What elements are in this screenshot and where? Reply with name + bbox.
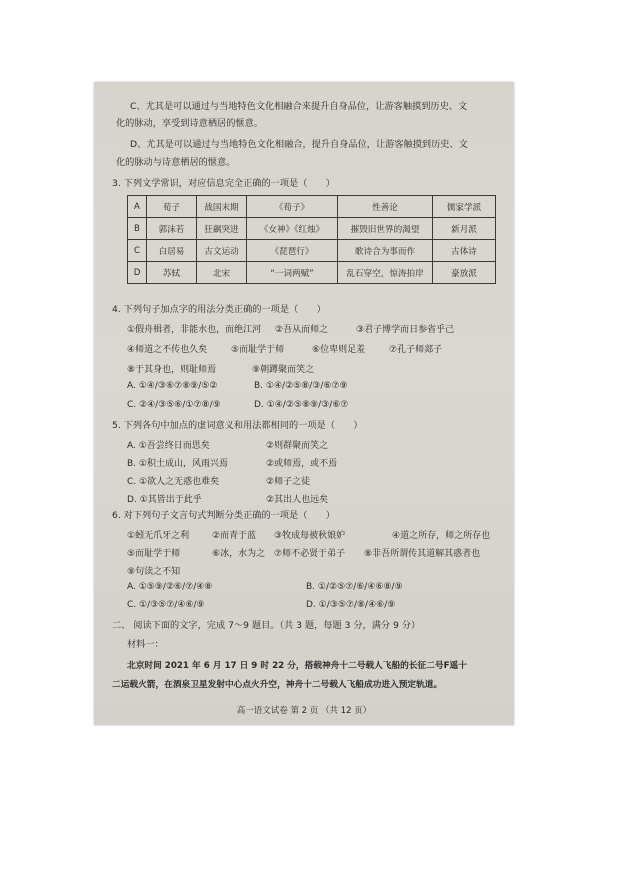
q5-pair-b-1: B. ①积土成山，风雨兴焉 xyxy=(127,459,228,469)
q6-option-a: A. ①⑤⑨/②⑥/⑦/④⑧ xyxy=(127,582,213,592)
q4-item: ⑨朝蹲聚而笑之 xyxy=(252,365,315,375)
option-d-line-2: 化的脉动与诗意栖居的惬意。 xyxy=(116,157,236,168)
q5-pair-d-1: D. ①其皆出于此乎 xyxy=(127,495,202,505)
literature-table xyxy=(127,195,496,284)
table-cell: 《琵琶行》 xyxy=(247,240,338,262)
material-para-1: 北京时间 2021 年 6 月 17 日 9 时 22 分，搭载神舟十二号载人飞船的长征二号F遥十 xyxy=(127,661,467,671)
table-cell: 摧毁旧世界的渴望 xyxy=(338,218,433,240)
row-letter: B xyxy=(128,218,147,240)
table-cell: 豪放派 xyxy=(433,262,496,284)
q3-stem: 3. 下列文学常识，对应信息完全正确的一项是（ ） xyxy=(112,178,335,189)
row-letter: A xyxy=(128,196,147,218)
q4-item: ②吾从而师之 xyxy=(275,325,329,335)
q6-item: ⑤而耻学于师 xyxy=(127,549,181,559)
q6-option-d: D. ①/③⑤⑦/⑧/④⑥/⑨ xyxy=(306,600,396,610)
q5-pair-c-1: C. ①欲人之无惑也难矣 xyxy=(127,477,220,487)
table-cell: 歌诗合为事而作 xyxy=(338,240,433,262)
table-cell: “一词两赋” xyxy=(247,262,338,284)
q5-stem: 5. 下列各句中加点的虚词意义和用法都相同的一项是（ ） xyxy=(112,420,363,431)
q4-item: ⑤而耻学于师 xyxy=(231,345,285,355)
q6-item: ⑥冰，水为之 xyxy=(212,549,266,559)
q5-pair-a-2: ②则群聚而笑之 xyxy=(266,441,329,451)
table-row xyxy=(128,240,496,262)
material-para-2: 二运载火箭，在酒泉卫星发射中心点火升空，神舟十二号载人飞船成功进入预定轨道。 xyxy=(112,680,443,690)
q4-item: ④师道之不传也久矣 xyxy=(127,345,208,355)
table-cell: 性善论 xyxy=(338,196,433,218)
row-letter: D xyxy=(128,262,147,284)
q4-option-a: A. ①④/③⑥⑦⑧⑨/⑤② xyxy=(127,381,218,391)
q6-item: ③牧成每被秋娘妒 xyxy=(274,531,346,541)
table-cell: 新月派 xyxy=(433,218,496,240)
q6-item: ②而青于蓝 xyxy=(212,531,257,541)
q4-item: ⑧于其身也，则耻师焉 xyxy=(127,365,217,375)
table-cell: 古体诗 xyxy=(433,240,496,262)
q5-pair-d-2: ②其出人也远矣 xyxy=(266,495,329,505)
material-label: 材料一： xyxy=(127,639,164,650)
q6-stem: 6. 对下列句子文言句式判断分类正确的一项是（ ） xyxy=(112,510,335,521)
q6-item: ⑦师不必贤于弟子 xyxy=(274,549,346,559)
q4-item: ⑦孔子师郯子 xyxy=(389,345,443,355)
q5-pair-c-2: ②师子之徒 xyxy=(266,477,311,487)
table-row xyxy=(128,262,496,284)
table-cell: 苏轼 xyxy=(147,262,197,284)
q5-pair-a-1: A. ①吾尝终日而思矣 xyxy=(127,441,210,451)
table-cell: 北宋 xyxy=(197,262,247,284)
row-letter: C xyxy=(128,240,147,262)
q6-option-c: C. ①/③⑤⑦/④⑥/⑨ xyxy=(127,600,205,610)
table-cell: 儒家学派 xyxy=(433,196,496,218)
q6-item: ⑧非吾所谓传其道解其惑者也 xyxy=(364,549,481,559)
table-cell: 郭沫若 xyxy=(147,218,197,240)
table-row xyxy=(128,218,496,240)
table-cell: 古文运动 xyxy=(197,240,247,262)
exam-page xyxy=(94,82,514,725)
q5-pair-b-2: ②或师焉，或不焉 xyxy=(266,459,338,469)
q6-option-b: B. ①/②⑤⑦/⑥/④⑥⑧/⑨ xyxy=(306,582,403,592)
q4-item: ①假舟楫者，非能水也，而绝江河 xyxy=(127,325,262,335)
table-cell: 战国末期 xyxy=(197,196,247,218)
q4-option-c: C. ②④/③⑤⑥/①⑦⑧/⑨ xyxy=(127,400,221,410)
option-c-line-2: 化的脉动，享受到诗意栖居的惬意。 xyxy=(116,118,263,129)
q4-item: ⑥位卑则足羞 xyxy=(312,345,366,355)
table-cell: 狂飙突进 xyxy=(197,218,247,240)
page-footer: 高一语文试卷 第 2 页 （共 12 页） xyxy=(236,706,372,716)
q4-item: ③君子博学而日参省乎己 xyxy=(356,325,455,335)
table-cell: 白居易 xyxy=(147,240,197,262)
q4-option-b: B. ①④/②⑤⑧/③/⑥⑦⑨ xyxy=(254,381,348,391)
option-c-line-1: C、尤其是可以通过与当地特色文化相融合来提升自身品位，让游客触摸到历史、文 xyxy=(130,101,468,112)
section2-heading: 二、 阅读下面的文字，完成 7～9 题目。（共 3 题，每题 3 分，满分 9 分） xyxy=(112,620,421,631)
q6-item: ⑨句读之不知 xyxy=(127,567,181,577)
table-cell: 《女神》《红烛》 xyxy=(247,218,338,240)
q4-stem: 4. 下列句子加点字的用法分类正确的一项是（ ） xyxy=(112,304,326,315)
table-cell: 《荀子》 xyxy=(247,196,338,218)
table-cell: 乱石穿空，惊涛拍岸 xyxy=(338,262,433,284)
q6-item: ④道之所存，师之所存也 xyxy=(392,531,491,541)
option-d-line-1: D、尤其是可以通过与当地特色文化相融合，提升自身品位，让游客触摸到历史、文 xyxy=(130,139,468,150)
table-cell: 荀子 xyxy=(147,196,197,218)
q4-option-d: D. ①④/②⑤⑧⑨/③/⑥⑦ xyxy=(254,400,349,410)
table-row xyxy=(128,196,496,218)
q6-item: ①蚓无爪牙之利 xyxy=(127,531,190,541)
